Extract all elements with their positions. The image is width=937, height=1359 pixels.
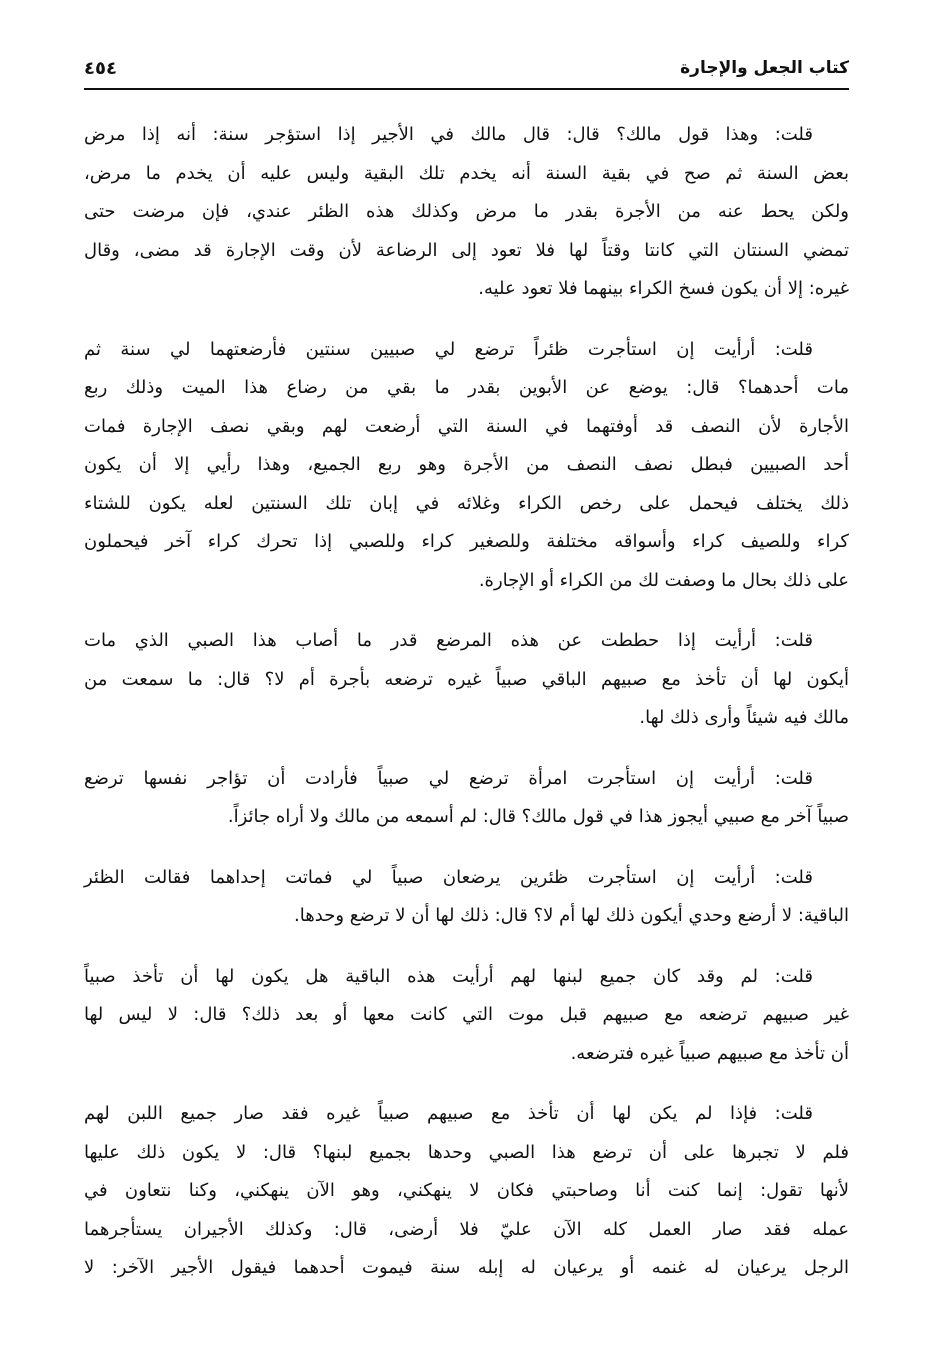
- text-line: الرجل يرعيان له غنمه أو يرعيان له إبله سنة فيموت أحدهما فيقول الأجير الآخر: لا: [84, 1257, 849, 1278]
- text-line: قلت: أرأيت إذا حططت عن هذه المرضع قدر ما أصاب هذا الصبي الذي مات: [84, 630, 813, 651]
- page-header: [84, 56, 849, 90]
- text-line: أيكون لها أن تأخذ مع صبيهم الباقي صبياً غيره ترضعه بأجرة أم لا؟ قال: ما سمعت من: [84, 668, 849, 690]
- text-line: مات أحدهما؟ قال: يوضع عن الأبوين بقدر ما بقي من رضاع هذا الميت وذلك ربع: [84, 377, 849, 398]
- paragraph: [84, 1095, 849, 1288]
- text-line: ذلك يختلف فيحمل على رخص الكراء وغلائه في إبان تلك السنتين لعله يكون للشتاء: [84, 492, 849, 514]
- text-line: الباقية: لا أرضع وحدي أيكون ذلك لها أم لا؟ قال: ذلك لها أن لا ترضع وحدها.: [294, 905, 849, 926]
- text-line: ولكن يحط عنه من الأجرة بقدر ما مرض وكذلك هذه الظئر عندي، فإن مرضت حتى: [84, 201, 849, 222]
- text-line: لأنها تقول: إنما كنت أنا وصاحبتي فكان لا ينهكني، وهو الآن ينهكني، وكنا نتعاون في: [84, 1180, 849, 1201]
- text-line: تمضي السنتان التي كانتا وقتاً لها فلا تعود إلى الرضاعة لأن وقت الإجارة قد مضى، وقال: [84, 239, 849, 261]
- text-line: على ذلك بحال ما وصفت لك من الكراء أو الإجارة.: [478, 569, 849, 591]
- text-line: الأجارة لأن النصف قد أوفتهما في السنة التي أرضعت لهم وبقي نصف الإجارة فمات: [84, 415, 849, 437]
- text-line: غيره: إلا أن يكون فسخ الكراء بينهما فلا تعود عليه.: [478, 278, 849, 299]
- text-line: قلت: وهذا قول مالك؟ قال: قال مالك في الأجير إذا استؤجر سنة: أنه إذا مرض: [84, 124, 813, 145]
- page-body: [84, 116, 849, 1310]
- page-number: ٤٥٤: [84, 58, 117, 79]
- text-line: أن تأخذ مع صبيهم صبياً غيره فترضعه.: [570, 1042, 849, 1064]
- paragraph: [84, 760, 849, 837]
- text-line: عمله فقد صار العمل كله الآن عليّ فلا أرضى، قال: وكذلك الأجيران يستأجرهما: [84, 1218, 849, 1240]
- paragraph: [84, 958, 849, 1074]
- text-line: قلت: أرأيت إن استأجرت ظئرين يرضعان صبياً لي فماتت إحداهما فقالت الظئر: [84, 866, 813, 888]
- text-line: قلت: أرأيت إن استأجرت امرأة ترضع لي صبياً فأرادت أن تؤاجر نفسها ترضع: [84, 767, 813, 789]
- paragraph: [84, 331, 849, 601]
- paragraph: [84, 859, 849, 936]
- text-line: قلت: فإذا لم يكن لها أن تأخذ مع صبيهم صبياً غيره فقد صار جميع اللبن لهم: [84, 1103, 813, 1124]
- paragraph: [84, 622, 849, 738]
- chapter-title: كتاب الجعل والإجارة: [680, 58, 849, 78]
- text-line: صبياً آخر مع صبيي أيجوز هذا في قول مالك؟ قال: لم أسمعه من مالك ولا أراه جائزاً.: [227, 806, 849, 827]
- text-line: مالك فيه شيئاً وأرى ذلك لها.: [639, 707, 849, 728]
- text-line: كراء وللصيف كراء وأسواقه مختلفة وللصغير كراء وللصبي إذا تحرك كراء آخر فيحملون: [84, 531, 849, 552]
- paragraph: [84, 116, 849, 309]
- text-line: قلت: أرأيت إن استأجرت ظئراً ترضع لي صبيين سنتين فأرضعتهما لي سنة ثم: [84, 338, 813, 360]
- text-line: غير صبيهم ترضعه مع صبيهم قبل موت التي كانت معها أو بعد ذلك؟ قال: لا ليس لها: [84, 1004, 849, 1025]
- text-line: أحد الصبيين فبطل نصف النصف من الأجرة وهو ربع الجميع، وهذا رأيي إلا أن يكون: [84, 454, 849, 475]
- text-line: فلم لا تجبرها على أن ترضع هذا الصبي وحدها بجميع لبنها؟ قال: لا يكون ذلك عليها: [84, 1141, 849, 1163]
- text-line: بعض السنة ثم صح في بقية السنة أنه يخدم تلك البقية وليس عليه أن يخدم ما مرض،: [84, 162, 849, 184]
- text-line: قلت: لم وقد كان جميع لبنها لهم أرأيت هذه الباقية هل يكون لها أن تأخذ صبياً: [84, 965, 813, 987]
